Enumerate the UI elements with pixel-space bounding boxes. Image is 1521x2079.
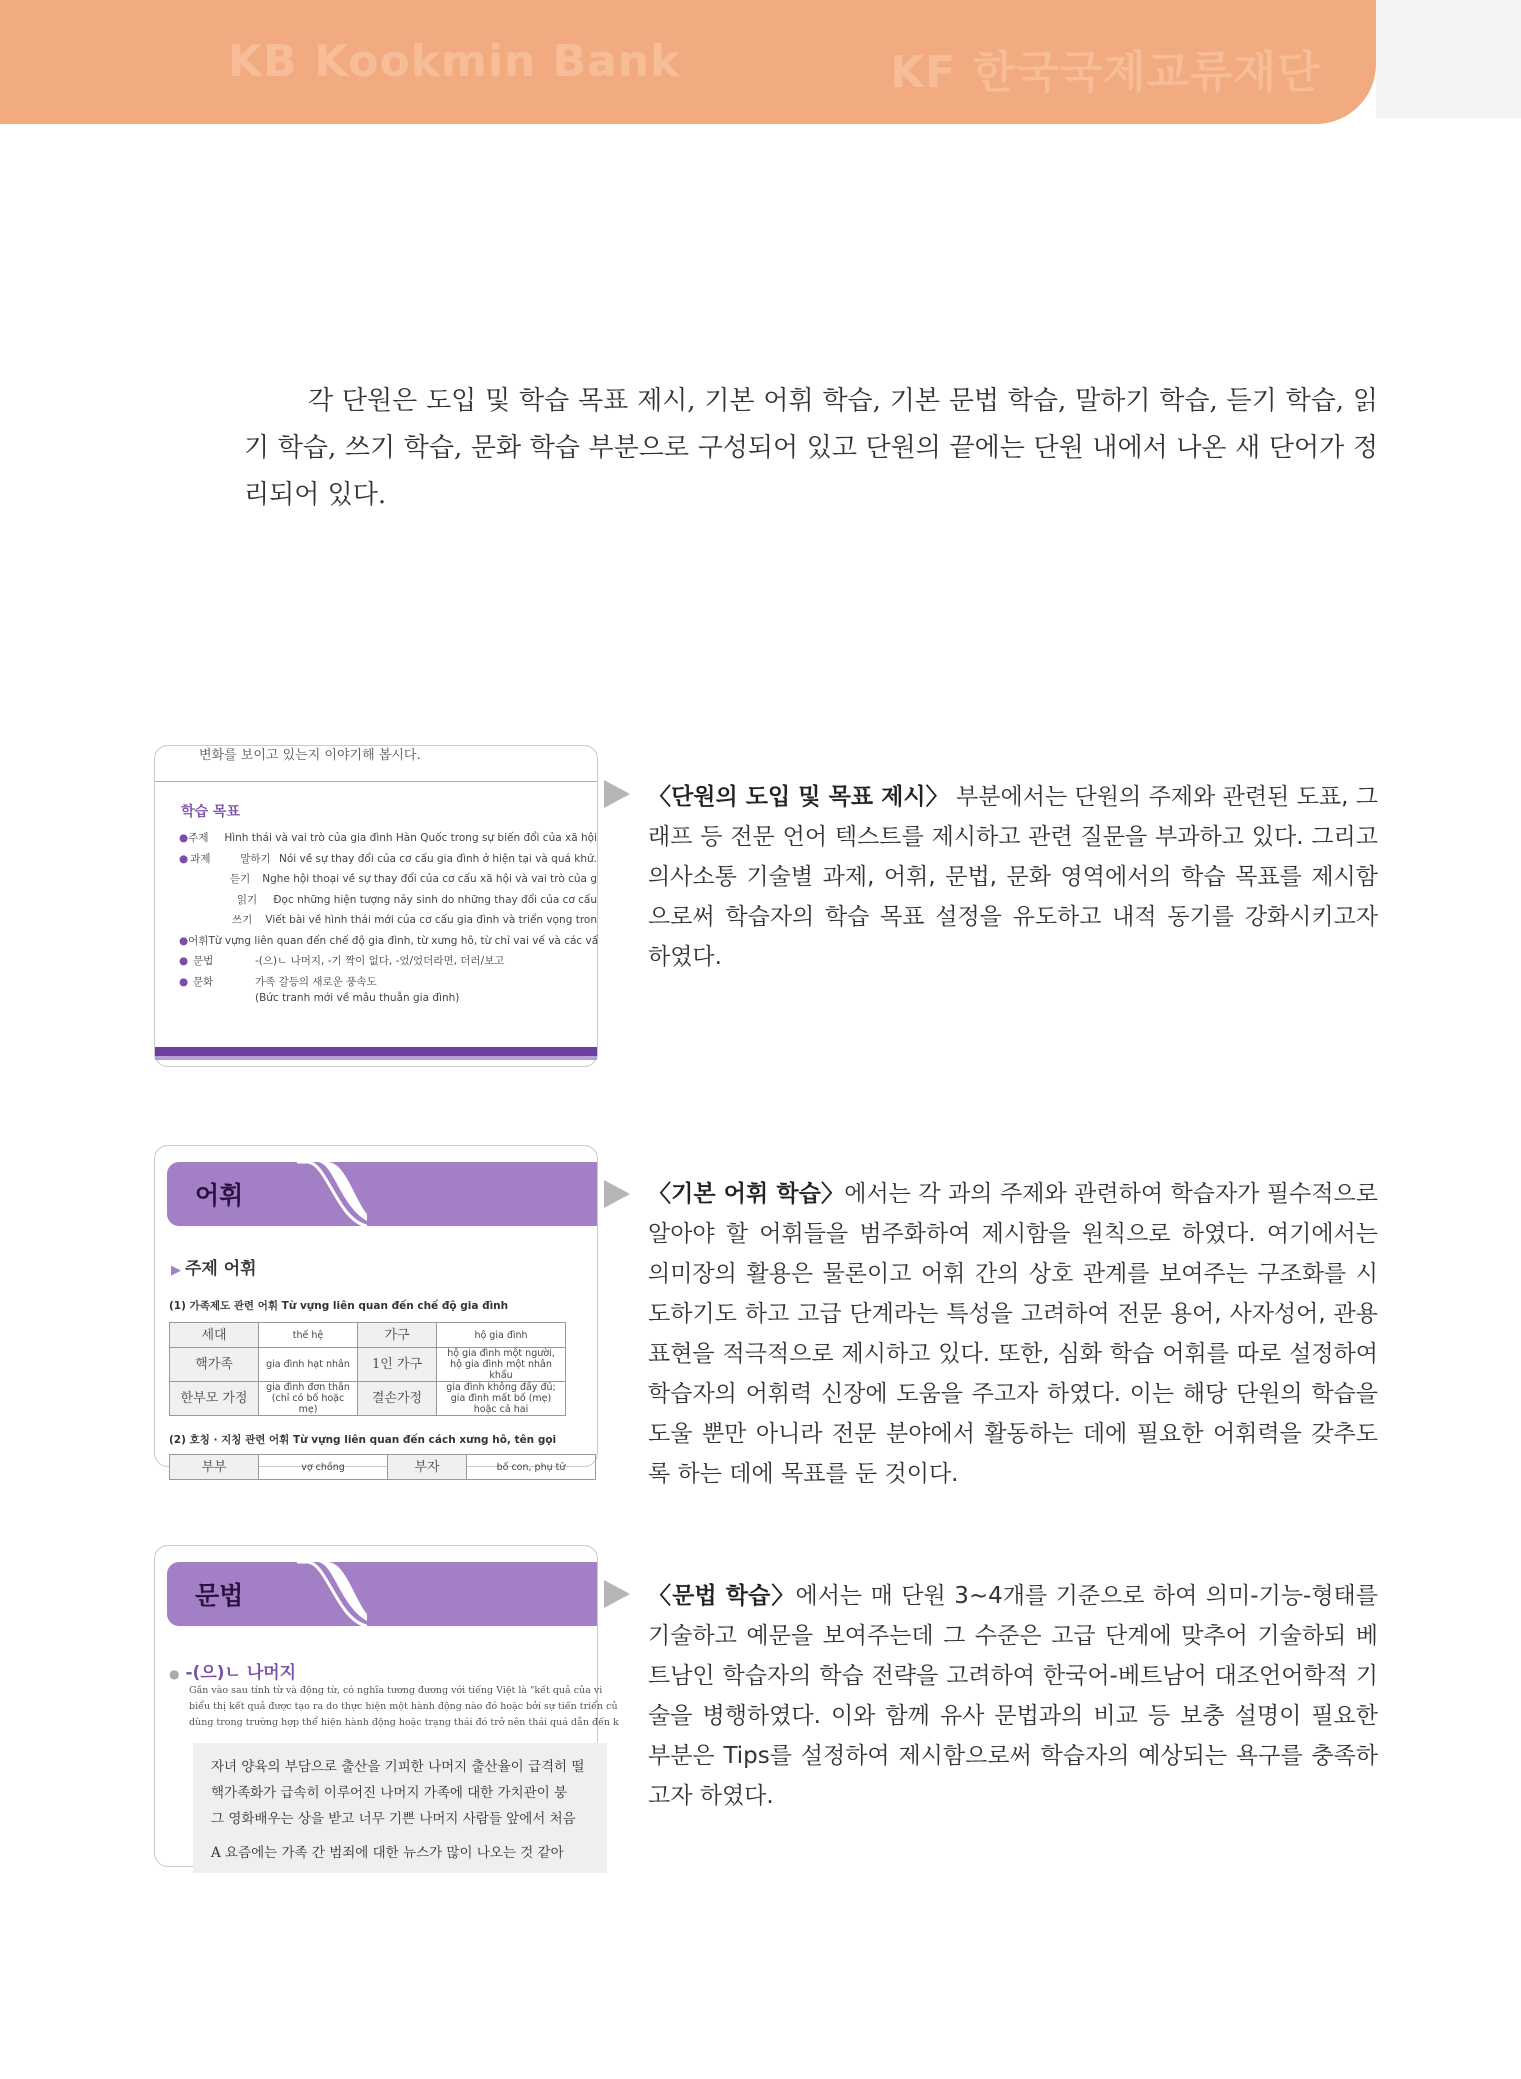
intro-paragraph — [244, 378, 1378, 519]
triangle-arrow-icon — [604, 1180, 630, 1208]
section-text: 에서는 각 과의 주제와 관련하여 학습자가 필수적으로 알아야 할 어휘들을 범주화하여 제시함을 원칙으로 하였다. 여기에서는 의미장의 활용은 물론이고 어휘 간의 상호 관계를 보여주는 구조화를 시도하기도 하고 고급 단계라는 특성을 고려하여 전문 용어, 사자성어, 관용 표현을 적극적으로 제시하고 있다. 또한, 심화 학습 어휘를 따로 설정하여 학습자의 어휘력 신장에 도움을 주고자 하였다. 이는 해당 단원의 학습을 도울 뿐만 아니라 전문 분야에서 활동하는 데에 필요한 어휘력을 갖추도록 하는 데에 목표를 둔 것이다. — [648, 1181, 1378, 1487]
preview-card-grammar — [154, 1545, 619, 1867]
purple-band-light — [155, 1056, 597, 1060]
example-sentence: 그 영화배우는 상을 받고 너무 기쁜 나머지 사람들 앞에서 처음 — [211, 1811, 576, 1827]
list-item: 쓰기 Viết bài về hình thái mới của cơ cấu gia đình và triển vọng tron — [231, 914, 597, 926]
section-grammar-description — [648, 1576, 1378, 1816]
section-text: 부분에서는 단원의 주제와 관련된 도표, 그래프 등 전문 언어 텍스트를 제시하고 관련 질문을 부과하고 있다. 그리고 의사소통 기술별 과제, 어휘, 문법, 문화 영역에서의 학습 목표를 제시함으로써 학습자의 학습 목표 설정을 유도하고 내적 동기를 강화시키고자 하였다. — [648, 784, 1378, 970]
grammar-explanation: Gắn vào sau tính từ và động từ, có nghĩa tương đương với tiếng Việt là "kết quả của vi biểu thị kết quả được tạo ra do thực hiện một hành động nào đó hoặc bởi sự tiến triển củ dùng trong trường hợp thể hiện hành động hoặc trạng thái đó trở nên thái quá dẫn đến k — [189, 1685, 619, 1728]
intro-text: 각 단원은 도입 및 학습 목표 제시, 기본 어휘 학습, 기본 문법 학습, 말하기 학습, 듣기 학습, 읽기 학습, 쓰기 학습, 문화 학습 부분으로 구성되어 있고 단원의 끝에는 단원 내에서 나온 새 단어가 정리되어 있다. — [244, 386, 1378, 510]
section-text: 에서는 매 단원 3~4개를 기준으로 하여 의미-기능-형태를 기술하고 예문을 보여주는데 그 수준은 고급 단계에 맞추어 기술하되 베트남인 학습자의 학습 전략을 고려하여 한국어-베트남어 대조언어학적 기술을 병행하였다. 이와 함께 유사 문법과의 비교 등 보충 설명이 필요한 부분은 Tips를 설정하여 제시함으로써 학습자의 예상되는 욕구를 충족하고자 하였다. — [648, 1583, 1378, 1809]
list-item: 읽기 Đọc những hiện tượng nảy sinh do những thay đổi của cơ cấu — [236, 893, 597, 906]
list-item: ● 과제 말하기 Nói về sự thay đổi của cơ cấu gia đình ở hiện tại và quá khứ. — [179, 852, 597, 865]
list-item: 듣기 Nghe hội thoại về sự thay đổi của cơ cấu xã hội và vai trò của g — [230, 873, 597, 885]
list-item: ● 어휘 Từ vựng liên quan đến chế độ gia đình, từ xưng hô, từ chỉ vai vế và các vấ — [179, 934, 599, 947]
kb-logo: KB Kookmin Bank — [228, 36, 681, 87]
example-sentence: 자녀 양육의 부담으로 출산을 기피한 나머지 출산율이 급격히 떨 — [211, 1759, 585, 1775]
divider — [155, 781, 597, 782]
preview-card-vocabulary — [154, 1145, 598, 1475]
table-row: 부부 vợ chồng 부자 bố con, phụ tử — [170, 1455, 596, 1480]
vocab-table — [169, 1322, 566, 1416]
triangle-arrow-icon — [604, 780, 630, 808]
table-row: 한부모 가정 gia đình đơn thân (chỉ có bố hoặc mẹ) 결손가정 gia đình không đầy đủ; gia đình mất bố (mẹ) hoặc cả hai — [170, 1382, 566, 1416]
section-title: 〈문법 학습〉 — [648, 1583, 796, 1609]
section-title: 〈단원의 도입 및 목표 제시〉 — [648, 784, 949, 810]
list-item: ● 문화 가족 갈등의 새로운 풍속도 — [179, 975, 377, 988]
header-banner — [0, 0, 1376, 124]
grammar-subheading: ● -(으)ㄴ 나머지 — [169, 1663, 297, 1683]
vocab-table-2 — [169, 1454, 596, 1480]
card-top-text: 변화를 보이고 있는지 이야기해 봅시다. — [199, 748, 421, 763]
preview-card-intro — [154, 745, 598, 1067]
example-sentence: 핵가족화가 급속히 이루어진 나머지 가족에 대한 가치관이 붕 — [211, 1785, 568, 1801]
vocab-tab — [167, 1162, 597, 1226]
triangle-arrow-icon — [604, 1580, 630, 1608]
section-title: 〈기본 어휘 학습〉 — [648, 1181, 845, 1207]
section-intro-description — [648, 777, 1378, 977]
purple-band — [155, 1047, 597, 1056]
example-box — [193, 1743, 607, 1873]
learning-goal-title: 학습 목표 — [181, 804, 240, 820]
section-vocab-description — [648, 1174, 1378, 1494]
kf-logo: KF 한국국제교류재단 — [890, 47, 1321, 98]
table-row: 핵가족 gia đình hạt nhân 1인 가구 hộ gia đình một người, hộ gia đình một nhân khẩu — [170, 1348, 566, 1382]
grammar-tab-label: 문법 — [195, 1581, 244, 1610]
grammar-tab — [167, 1562, 597, 1626]
vocab-tab-label: 어휘 — [195, 1181, 244, 1210]
learning-goal-list — [179, 828, 597, 1005]
list-item: ● 문법 -(으)ㄴ 나머지, -기 짝이 없다, -었/었더라면, 더러/보고 — [179, 955, 505, 967]
vocab-caption-1: (1) 가족제도 관련 어휘 Từ vựng liên quan đến chế độ gia đình — [169, 1300, 509, 1312]
vocab-subheading: ▶ 주제 어휘 — [171, 1259, 257, 1279]
table-row: 세대 thế hệ 가구 hộ gia đình — [170, 1323, 566, 1348]
example-sentence: A 요즘에는 가족 간 범죄에 대한 뉴스가 많이 나오는 것 같아 — [211, 1845, 564, 1861]
list-item: ● 주제 Hình thái và vai trò của gia đình Hàn Quốc trong sự biến đổi của xã hội — [179, 832, 597, 844]
list-item: (Bức tranh mới về mâu thuẫn gia đình) — [255, 992, 460, 1004]
vocab-caption-2: (2) 호칭 · 지칭 관련 어휘 Từ vựng liên quan đến cách xưng hô, tên gọi — [169, 1434, 557, 1446]
header-corner — [1376, 0, 1521, 118]
